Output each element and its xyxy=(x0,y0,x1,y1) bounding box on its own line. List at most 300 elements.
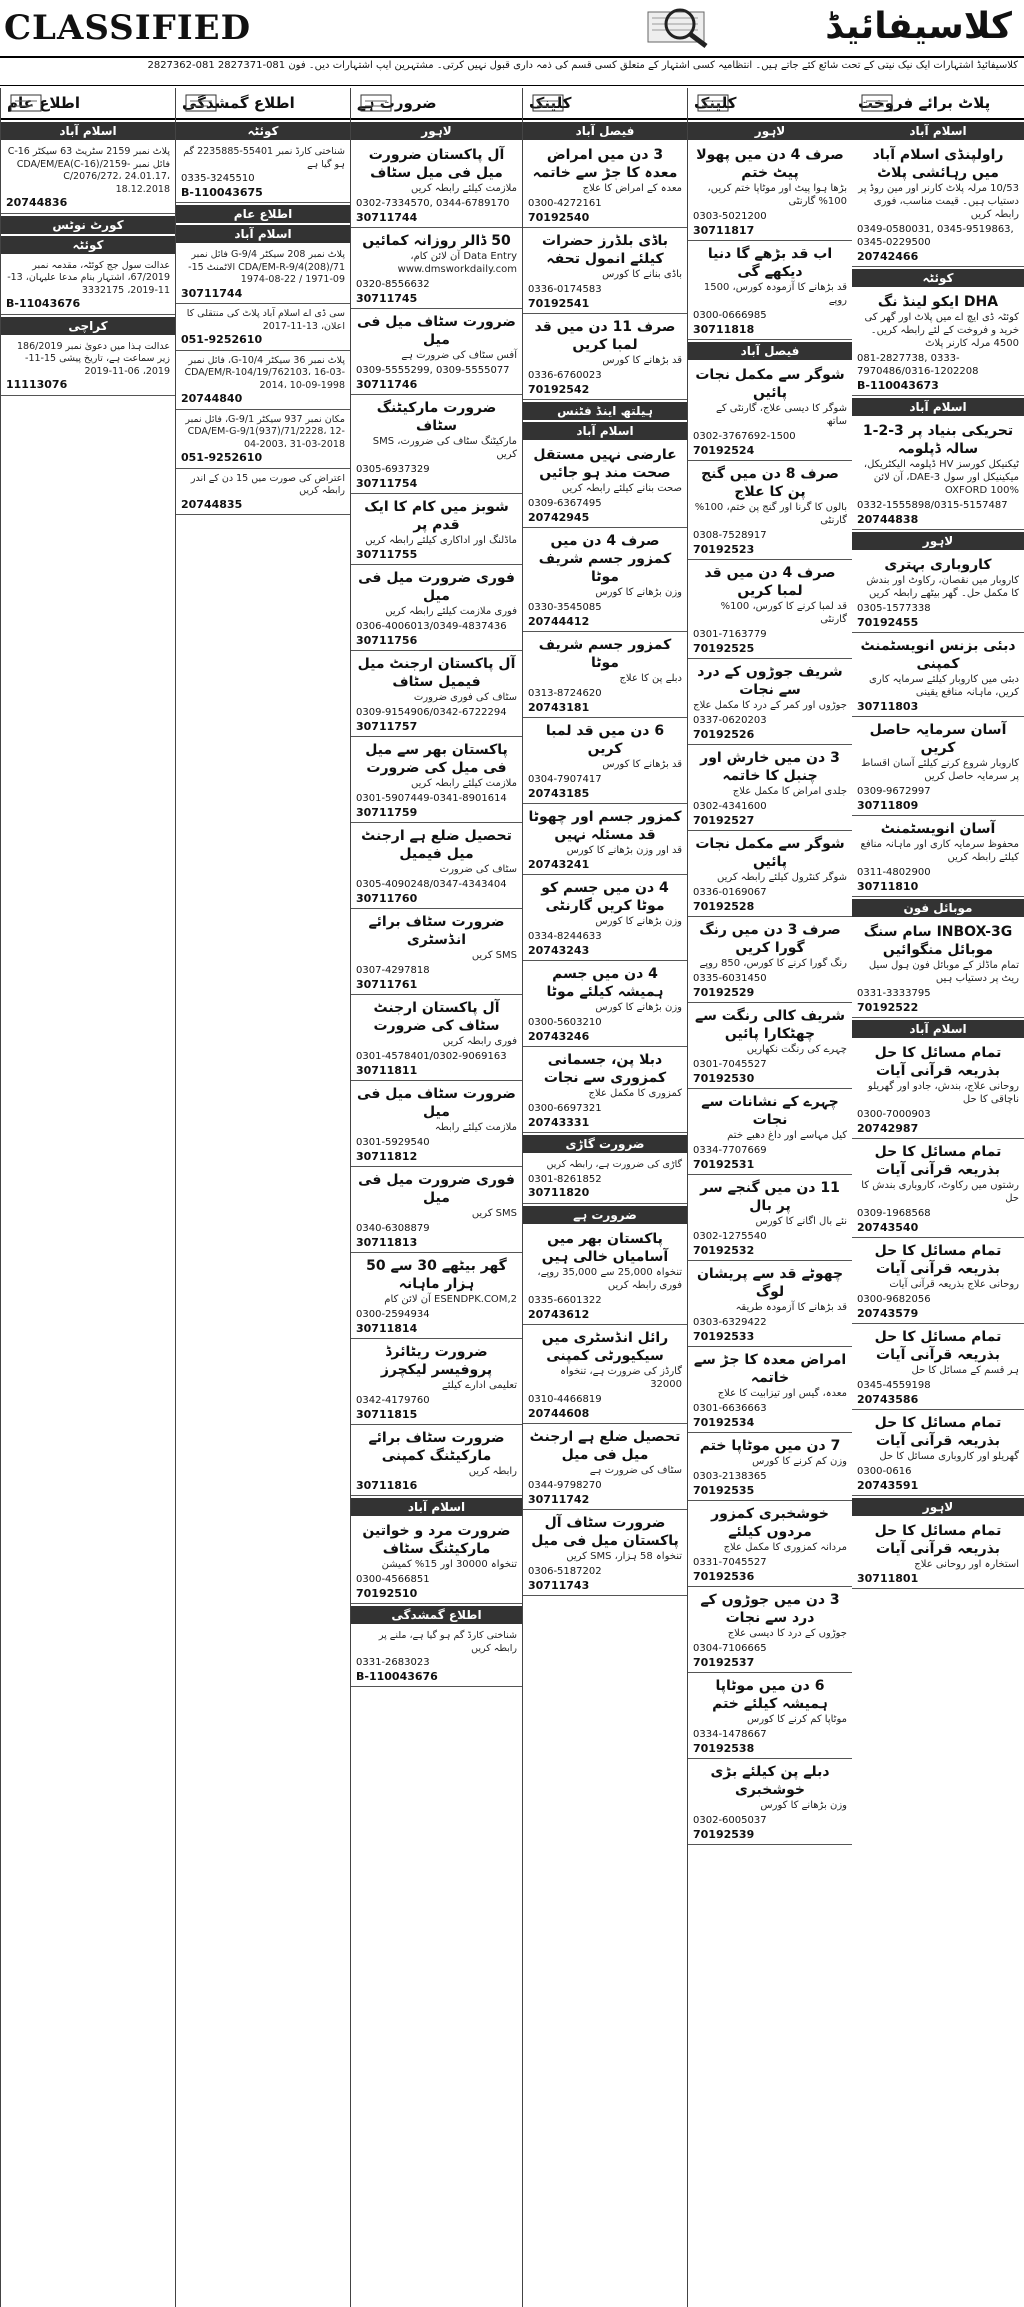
classified-ad xyxy=(351,1518,522,1604)
ad-phone: 0335-6601322 xyxy=(528,1294,602,1306)
ad-body: پلاٹ نمبر 2159 سٹریٹ 63 سیکٹر C-16 فائل نمبر CDA/EM/EA(C-16)/2159-C/2076/272، 24.01.17، 18.12.2018 xyxy=(7,146,170,195)
ad-code: 70192528 xyxy=(693,900,755,913)
ad-body: قد لمبا کرنے کا کورس، 100% گارنٹی xyxy=(720,601,847,625)
ad-title: تمام مسائل کا حل بذریعہ قرآنی آیات xyxy=(874,1329,1002,1363)
ad-body: شناختی کارڈ گم ہو گیا ہے، ملنے پر رابطہ کریں xyxy=(378,1630,517,1654)
ad-body: گھریلو اور کاروباری مسائل کا حل xyxy=(879,1451,1019,1462)
ad-body: بالوں کا گرنا اور گنج پن ختم، 100% گارنٹی xyxy=(694,502,847,526)
classified-ad xyxy=(688,831,852,917)
ad-code: 30711817 xyxy=(693,224,755,237)
city-heading: فیصل آباد xyxy=(523,122,687,140)
ad-phone: 0301-4578401/0302-9069163 xyxy=(356,1051,507,1062)
classified-ad xyxy=(523,718,687,804)
ad-body: 10/53 مرلہ پلاٹ کارنر اور مین روڈ پر دستیاب ہیں۔ قیمت مناسب، فوری رابطہ کریں xyxy=(858,183,1019,220)
classified-ad xyxy=(523,142,687,228)
ad-phone: 0300-2594934 xyxy=(356,1309,430,1320)
ad-code: 30711756 xyxy=(356,634,418,647)
ad-title: آل پاکستان ارجنٹ سٹاف کی ضرورت xyxy=(373,1000,500,1034)
ad-body: ملازمت کیلئے رابطہ کریں xyxy=(411,183,517,194)
ad-body: فوری ملازمت کیلئے رابطہ کریں xyxy=(385,606,517,617)
classified-ad xyxy=(523,442,687,528)
ad-body: معدہ کے امراض کا علاج xyxy=(582,183,682,194)
column-col2 xyxy=(687,88,852,2307)
ad-code: 30711814 xyxy=(356,1322,418,1335)
ad-title: آل پاکستان ضرورت میل فی میل سٹاف xyxy=(368,147,505,181)
ad-title: ضرورت سٹاف برائے انڈسٹری xyxy=(368,914,505,948)
ad-body: سٹاف کی ضرورت xyxy=(439,864,517,875)
classified-ad xyxy=(852,142,1024,267)
ad-phone: 0309-9672997 xyxy=(857,786,931,797)
ad-phone: 0303-2138365 xyxy=(693,1471,767,1482)
ad-body: تنخواہ 58 ہزار، SMS کریں xyxy=(566,1550,682,1562)
classified-ad xyxy=(852,289,1024,396)
ad-phone: 0306-5187202 xyxy=(528,1565,602,1577)
ad-body: کیل مہاسے اور داغ دھبے ختم xyxy=(727,1130,847,1141)
classified-ad xyxy=(688,1003,852,1089)
ad-title: INBOX-3G سام سنگ موبائل منگوائیں xyxy=(863,924,1013,958)
ad-code: 20743241 xyxy=(528,858,590,871)
city-heading: لاہور xyxy=(688,122,852,140)
ad-body: تمام ماڈلز کے موبائل فون ہول سیل ریٹ پر دستیاب ہیں xyxy=(868,960,1019,984)
ad-body: معدہ، گیس اور تیزابیت کا علاج xyxy=(717,1388,847,1399)
city-heading: اسلام آباد xyxy=(852,122,1024,140)
ad-code: 30711809 xyxy=(857,799,919,812)
ad-title: 50 ڈالر روزانہ کمائیں xyxy=(362,233,511,249)
ad-phone: 0336-0174583 xyxy=(528,284,602,295)
ad-phone: 0302-3767692-1500 xyxy=(693,431,796,442)
ad-body: کوئٹہ ڈی ایچ اے میں پلاٹ اور گھر کی خرید و فروخت کے لئے رابطہ کریں۔ 4500 مرلہ کارنر پلاٹ xyxy=(864,312,1019,349)
ad-title: فوری ضرورت میل فی میل xyxy=(358,1172,515,1206)
ad-title: گھر بیٹھے 30 سے 50 ہزار ماہانہ xyxy=(366,1258,507,1292)
ad-body: جوڑوں کے درد کا دیسی علاج xyxy=(727,1628,847,1639)
ad-body: ملازمت کیلئے رابطہ کریں xyxy=(411,778,517,789)
classified-ad xyxy=(351,565,522,651)
ad-title: شریف جوڑوں کے درد سے نجات xyxy=(697,664,843,698)
ad-title: پاکستان بھر میں آسامیاں خالی ہیں xyxy=(541,1230,669,1265)
ad-body: SMS کریں xyxy=(471,1208,517,1219)
ad-body: روحانی علاج بذریعہ قرآنی آیات xyxy=(889,1279,1019,1290)
ad-title: چہرے کے نشانات سے نجات xyxy=(701,1094,839,1128)
ad-phone: 0301-6636663 xyxy=(693,1403,767,1414)
ad-body: قد اور وزن بڑھانے کا کورس xyxy=(566,845,682,856)
ad-phone: 0301-7163779 xyxy=(693,629,767,640)
ad-phone: 0336-0169067 xyxy=(693,887,767,898)
ad-code: 30711757 xyxy=(356,720,418,733)
classified-ad xyxy=(351,1425,522,1496)
classified-ad xyxy=(852,552,1024,633)
ad-phone: 0331-7045527 xyxy=(693,1557,767,1568)
ad-code: 70192524 xyxy=(693,444,755,457)
ad-code: 20743243 xyxy=(528,944,590,957)
ad-body: سٹاف کی ضرورت ہے xyxy=(589,1464,682,1476)
ad-body: وزن بڑھانے کا کورس xyxy=(595,587,682,598)
city-heading: فیصل آباد xyxy=(688,342,852,360)
classified-ad xyxy=(351,142,522,228)
city-heading: لاہور xyxy=(852,532,1024,550)
ad-body: وزن کم کرنے کا کورس xyxy=(752,1456,847,1467)
classified-ad xyxy=(852,418,1024,530)
ad-body: دبلے پن کا علاج xyxy=(619,673,682,684)
ad-body: وزن بڑھانے کا کورس xyxy=(760,1800,847,1811)
masthead xyxy=(0,0,1024,56)
classified-ad xyxy=(176,469,350,516)
ad-code: 30711803 xyxy=(857,700,919,713)
section-illustration-icon xyxy=(529,91,569,115)
classified-ad xyxy=(852,1238,1024,1324)
section-illustration-icon xyxy=(694,91,734,115)
ad-phone: 0300-4566851 xyxy=(356,1574,430,1585)
city-heading: اطلاع عام xyxy=(176,205,350,223)
classified-ad xyxy=(852,816,1024,897)
ad-body: صحت بنانے کیلئے رابطہ کریں xyxy=(561,483,682,494)
classified-ad xyxy=(351,395,522,494)
masthead-title-urdu: کلاسیفائیڈ xyxy=(825,6,1012,47)
ad-code: 20742466 xyxy=(857,250,919,263)
ad-body: قد بڑھانے کا آزمودہ کورس، 1500 روپے xyxy=(703,282,847,306)
classified-ad xyxy=(523,961,687,1047)
classified-ad xyxy=(688,1501,852,1587)
ad-title: شوگر سے مکمل نجات پائیں xyxy=(695,367,845,401)
classified-ad xyxy=(688,461,852,560)
ad-code: 30711811 xyxy=(356,1064,418,1077)
ad-body: نئے بال اگانے کا کورس xyxy=(755,1216,847,1227)
ad-code: 70192530 xyxy=(693,1072,755,1085)
ad-code: 20744835 xyxy=(181,497,243,511)
column-header: کلینک xyxy=(523,88,687,120)
city-heading: کوئٹہ xyxy=(852,269,1024,287)
ad-code: 30711818 xyxy=(693,323,755,336)
ad-phone: 0305-6937329 xyxy=(356,464,430,475)
ad-phone: 0335-6031450 xyxy=(693,973,767,984)
section-illustration-icon xyxy=(7,91,47,115)
masthead-title-english: CLASSIFIED xyxy=(4,8,252,48)
ad-code: 70192542 xyxy=(528,383,590,396)
ad-title: ضرورت ریٹائرڈ پروفیسر لیکچرز xyxy=(380,1344,493,1378)
ad-phone: 0303-5021200 xyxy=(693,211,767,222)
ad-phone: 0337-0620203 xyxy=(693,715,767,726)
city-heading: اطلاع گمشدگی xyxy=(351,1606,522,1624)
ad-code: B-110043675 xyxy=(181,185,263,199)
ad-body: ملازمت کیلئے رابطہ xyxy=(434,1122,517,1133)
ad-title: 6 دن میں قد لمبا کریں xyxy=(545,723,665,757)
ad-title: صرف 4 دن میں قد لمبا کریں xyxy=(704,565,836,599)
ad-phone: 0307-4297818 xyxy=(356,965,430,976)
ad-title: کاروباری بہتری xyxy=(884,557,992,573)
ad-code: 70192537 xyxy=(693,1656,755,1669)
city-heading: اسلام آباد xyxy=(176,225,350,243)
city-heading: اسلام آباد xyxy=(1,122,175,140)
ad-code: B-11043676 xyxy=(6,297,81,310)
city-heading: اسلام آباد xyxy=(852,1020,1024,1038)
ad-body: روحانی علاج، بندش، جادو اور گھریلو ناچاقی کا حل xyxy=(867,1081,1019,1105)
ad-phone: 0336-6760023 xyxy=(528,370,602,381)
classified-ad xyxy=(1,337,175,396)
ad-body: شوگر کنٹرول کیلئے رابطہ کریں xyxy=(716,872,847,883)
classified-ad xyxy=(351,1167,522,1253)
ad-phone: 0306-4006013/0349-4837436 xyxy=(356,621,507,632)
ad-title: کمزور جسم شریف موٹا xyxy=(538,637,672,671)
ad-body: 2,ESENDPK.COM آن لائن کام xyxy=(384,1294,517,1305)
ad-body: موٹاپا کم کرنے کا کورس xyxy=(746,1714,847,1725)
ad-code: 30711816 xyxy=(356,1479,418,1492)
city-heading: لاہور xyxy=(351,122,522,140)
ad-body: ٹیکنیکل کورسز HV ڈپلومہ الیکٹریکل، میکینیکل اور سول 3-DAE، آن لائن OXFORD 100% xyxy=(863,459,1019,496)
ad-phone: 081-2827738, 0333-7970486/0316-1202208 xyxy=(857,353,979,377)
ad-body: چہرے کی رنگت نکھاریں xyxy=(746,1044,847,1055)
column-col4 xyxy=(350,88,522,2307)
classified-ad xyxy=(176,245,350,304)
ad-code: 70192541 xyxy=(528,297,590,310)
ad-title: دبلا پن، جسمانی کمزوری سے نجات xyxy=(543,1052,667,1086)
ad-code: 20743591 xyxy=(857,1479,919,1492)
ad-body: شناختی کارڈ نمبر 55401-2235885 گم ہو گیا ہے xyxy=(183,146,345,170)
ad-title: 4 دن میں جسم ہمیشہ کیلئے موٹا xyxy=(546,966,664,1000)
city-heading: اسلام آباد xyxy=(523,422,687,440)
ad-body: عدالت ہذا میں دعویٰ نمبر 186/2019 زیر سماعت ہے، تاریخ پیشی 15-11-2019، 06-11-2019 xyxy=(17,340,170,377)
city-heading: کراچی xyxy=(1,317,175,335)
ad-title: شوبز میں کام کا ایک قدم پر xyxy=(364,499,509,533)
classified-ad xyxy=(523,1047,687,1133)
classified-ad xyxy=(1,142,175,214)
ad-title: صرف 3 دن میں رنگ گورا کریں xyxy=(699,922,841,956)
ad-phone: 0300-9682056 xyxy=(857,1294,931,1305)
classified-ad xyxy=(688,362,852,461)
ad-title: آسان انویسٹمنٹ xyxy=(880,821,996,837)
ad-body: گارڈز کی ضرورت ہے، تنخواہ 32000 xyxy=(560,1365,682,1390)
ad-body: باڈی بنانے کا کورس xyxy=(602,269,682,280)
ad-title: دبلے پن کیلئے بڑی خوشخبری xyxy=(710,1764,830,1798)
ad-title: تمام مسائل کا حل بذریعہ قرآنی آیات xyxy=(874,1045,1002,1079)
city-heading: کورٹ نوٹس xyxy=(1,216,175,234)
ad-phone: 0313-8724620 xyxy=(528,688,602,699)
classified-ad xyxy=(351,1081,522,1167)
classified-ad xyxy=(688,1759,852,1845)
ad-code: 70192531 xyxy=(693,1158,755,1171)
ad-title: ضرورت سٹاف میل فی میل xyxy=(357,314,516,348)
ad-code: 20744840 xyxy=(181,392,243,405)
city-heading: ضرورت گاڑی xyxy=(523,1135,687,1153)
ad-title: صرف 11 دن میں قد لمبا کریں xyxy=(534,319,676,353)
ad-code: 30711810 xyxy=(857,880,919,893)
classified-ad xyxy=(688,560,852,659)
classified-ad xyxy=(351,651,522,737)
ad-title: خوشخبری کمزور مردوں کیلئے xyxy=(711,1506,829,1540)
ad-body: فوری رابطہ کریں xyxy=(442,1036,517,1047)
classified-ad xyxy=(351,228,522,309)
city-heading: کوئٹہ xyxy=(176,122,350,140)
ad-code: B-110043676 xyxy=(356,1669,438,1683)
classified-ad xyxy=(351,1339,522,1425)
classified-ad xyxy=(523,875,687,961)
ad-phone: 0311-4802900 xyxy=(857,867,931,878)
classified-ad xyxy=(852,1040,1024,1139)
ad-code: 30711745 xyxy=(356,292,418,305)
classified-columns xyxy=(0,88,1024,2307)
ad-title: آل پاکستان ارجنٹ میل فیمیل سٹاف xyxy=(357,656,516,690)
ad-body: دبئی میں کاروبار کیلئے سرمایہ کاری کریں، ماہانہ منافع یقینی xyxy=(869,674,1019,698)
ad-code: 30711742 xyxy=(528,1492,590,1506)
ad-body: سٹاف کی فوری ضرورت xyxy=(413,692,517,703)
column-header: اطلاع عام xyxy=(1,88,175,120)
ad-title: ضرورت سٹاف میل فی میل xyxy=(357,1086,516,1120)
ad-title: کمزور جسم اور چھوٹا قد مسئلہ نہیں xyxy=(528,809,682,843)
classified-ad xyxy=(351,494,522,565)
ad-code: 30711754 xyxy=(356,477,418,490)
ad-title: امراض معدہ کا جڑ سے خاتمہ xyxy=(693,1352,847,1386)
ad-body: پلاٹ نمبر 36 سیکٹر G-10/4، فائل نمبر CDA/EM/R-104/19/762103، 16-03-2014، 10-09-1998 xyxy=(184,354,345,391)
ad-phone: 0301-7045527 xyxy=(693,1059,767,1070)
ad-code: 20744836 xyxy=(6,196,68,209)
ad-code: 70192535 xyxy=(693,1484,755,1497)
ad-phone: 0300-0616 xyxy=(857,1466,912,1477)
ad-phone: 0300-0666985 xyxy=(693,310,767,321)
ad-phone: 0309-6367495 xyxy=(528,498,602,509)
ad-body: جوڑوں اور کمر کے درد کا مکمل علاج xyxy=(693,700,847,711)
classified-ad xyxy=(176,142,350,203)
ad-code: 30711755 xyxy=(356,548,418,561)
ad-phone: 0342-4179760 xyxy=(356,1395,430,1406)
classified-ad xyxy=(176,410,350,469)
ad-phone: 0302-4341600 xyxy=(693,801,767,812)
ad-phone: 0334-7707669 xyxy=(693,1145,767,1156)
ad-title: اب قد بڑھے گا دنیا دیکھے گی xyxy=(707,246,833,280)
ad-code: 30711759 xyxy=(356,806,418,819)
ad-phone: 0302-7334570, 0344-6789170 xyxy=(356,198,510,209)
ad-code: 30711760 xyxy=(356,892,418,905)
ad-body: تنخواہ 30000 اور 15% کمیشن xyxy=(381,1559,517,1570)
ad-title: ضرورت مرد و خواتین مارکیٹنگ سٹاف xyxy=(362,1523,511,1557)
city-heading: ہیلتھ اینڈ فٹنس xyxy=(523,402,687,420)
classified-ad xyxy=(688,241,852,340)
ad-title: تمام مسائل کا حل بذریعہ قرآنی آیات xyxy=(874,1144,1002,1178)
ad-phone: 0330-3545085 xyxy=(528,602,602,613)
classified-ad xyxy=(523,804,687,875)
ad-phone: 0349-0580031, 0345-9519863, 0345-0229500 xyxy=(857,224,1014,248)
ad-code: 70192533 xyxy=(693,1330,755,1343)
ad-code: 70192527 xyxy=(693,814,755,827)
column-header: ضرورت ہے xyxy=(351,88,522,120)
classified-ad xyxy=(351,1626,522,1687)
ad-code: 70192522 xyxy=(857,1001,919,1014)
ad-phone: 0300-5603210 xyxy=(528,1017,602,1028)
ad-code: 70192536 xyxy=(693,1570,755,1583)
ad-phone: 0301-5929540 xyxy=(356,1137,430,1148)
ad-body: قد بڑھانے کا آزمودہ طریقہ xyxy=(735,1302,847,1313)
ad-code: 70192510 xyxy=(356,1587,418,1600)
ad-code: 20742987 xyxy=(857,1122,919,1135)
section-illustration-icon xyxy=(182,91,222,115)
classified-ad xyxy=(523,1155,687,1204)
ad-phone: 0302-1275540 xyxy=(693,1231,767,1242)
ad-title: 4 دن میں جسم کو موٹا کریں گارنٹی xyxy=(541,880,669,914)
ad-phone: 0305-1577338 xyxy=(857,603,931,614)
ad-body: ہر قسم کے مسائل کا حل xyxy=(911,1365,1019,1376)
classified-ad xyxy=(523,314,687,400)
ad-body: کمزوری کا مکمل علاج xyxy=(588,1088,682,1099)
classified-ad xyxy=(688,1347,852,1433)
publisher-notice: کلاسیفائیڈ اشتہارات ایک نیک نیتی کے تحت شائع کئے جاتے ہیں۔ انتظامیہ کسی اشتہار کے متعلق کسی قسم کی ذمہ داری قبول نہیں کرتی۔ مشتہرین ایپ اشتہارات دیں۔ فون 081-2827371 081-2827362 xyxy=(0,56,1024,86)
ad-title: تمام مسائل کا حل بذریعہ قرآنی آیات xyxy=(874,1243,1002,1277)
classified-ad xyxy=(351,309,522,395)
ad-title: 3 دن میں خارش اور چنبل کا خاتمہ xyxy=(700,750,840,784)
classified-ad xyxy=(688,1175,852,1261)
ad-code: 70192455 xyxy=(857,616,919,629)
ad-code: 20742945 xyxy=(528,511,590,524)
ad-body: کاروبار شروع کرنے کیلئے آسان اقساط پر سرمایہ حاصل کریں xyxy=(861,758,1019,782)
ad-code: 20744838 xyxy=(857,513,919,526)
ad-phone: 0308-7528917 xyxy=(693,530,767,541)
ad-code: 30711761 xyxy=(356,978,418,991)
ad-code: 70192523 xyxy=(693,543,755,556)
ad-code: 30711801 xyxy=(857,1572,919,1585)
ad-body: مردانہ کمزوری کا مکمل علاج xyxy=(723,1542,847,1553)
ad-body: اعتراض کی صورت میں 15 دن کے اندر رابطہ کریں xyxy=(190,472,345,496)
ad-phone: 0300-4272161 xyxy=(528,198,602,209)
ad-body: قد بڑھانے کا کورس xyxy=(602,355,682,366)
classified-ad xyxy=(351,1253,522,1339)
classified-ad xyxy=(351,737,522,823)
ad-title: DHA ایکو لینڈ نگ xyxy=(877,294,999,310)
city-heading: کوئٹہ xyxy=(1,236,175,254)
ad-code: B-110043673 xyxy=(857,379,939,392)
ad-code: 20743612 xyxy=(528,1307,590,1321)
ad-body: محفوظ سرمایہ کاری اور ماہانہ منافع کیلئے رابطہ کریں xyxy=(860,839,1019,863)
ad-phone: 0303-6329422 xyxy=(693,1317,767,1328)
magnifier-icon xyxy=(640,4,714,50)
ad-phone: 0309-1968568 xyxy=(857,1208,931,1219)
classified-ad xyxy=(523,1325,687,1424)
ad-body: تعلیمی ادارے کیلئے xyxy=(441,1380,517,1391)
city-heading: اسلام آباد xyxy=(852,398,1024,416)
ad-body: بڑھا ہوا پیٹ اور موٹاپا ختم کریں، 100% گارنٹی xyxy=(707,183,847,207)
ad-body: شوگر کا دیسی علاج، گارنٹی کے ساتھ xyxy=(715,403,847,427)
ad-body: وزن بڑھانے کا کورس xyxy=(595,916,682,927)
column-col5 xyxy=(175,88,350,2307)
ad-phone: 0304-7106665 xyxy=(693,1643,767,1654)
ad-title: تمام مسائل کا حل بذریعہ قرآنی آیات xyxy=(874,1523,1002,1557)
ad-title: عارضی نہیں مستقل صحت مند ہو جائیں xyxy=(533,447,677,481)
ad-phone: 0331-3333795 xyxy=(857,988,931,999)
ad-code: 70192526 xyxy=(693,728,755,741)
ad-title: ضرورت مارکیٹنگ سٹاف xyxy=(376,400,497,434)
column-col1 xyxy=(852,88,1024,2307)
classified-ad xyxy=(351,823,522,909)
city-heading: ضرورت ہے xyxy=(523,1206,687,1224)
ad-code: 20743331 xyxy=(528,1116,590,1129)
ad-code: 20743540 xyxy=(857,1221,919,1234)
classified-ad xyxy=(852,1139,1024,1238)
ad-body: استخارہ اور روحانی علاج xyxy=(914,1559,1019,1570)
classified-ad xyxy=(852,1518,1024,1589)
classified-ad xyxy=(688,1587,852,1673)
ad-title: آسان سرمایہ حاصل کریں xyxy=(869,722,1007,756)
ad-code: 20743181 xyxy=(528,701,590,714)
ad-code: 70192540 xyxy=(528,211,590,224)
classified-ad xyxy=(688,1673,852,1759)
ad-code: 30711743 xyxy=(528,1578,590,1592)
ad-phone: 0300-6697321 xyxy=(528,1103,602,1114)
ad-body: مکان نمبر 937 سیکٹر G-9/1، فائل نمبر CDA/EM-G-9/1(937)/71/2228، 12-04-2003، 31-03-2018 xyxy=(185,413,345,450)
ad-code: 70192539 xyxy=(693,1828,755,1841)
ad-code: 70192532 xyxy=(693,1244,755,1257)
ad-phone: 0334-1478667 xyxy=(693,1729,767,1740)
classified-ad xyxy=(852,717,1024,816)
ad-body: رابطہ کریں xyxy=(468,1466,517,1477)
ad-title: 7 دن میں موٹاپا ختم xyxy=(699,1438,841,1454)
ad-phone: 0304-7907417 xyxy=(528,774,602,785)
ad-code: 70192525 xyxy=(693,642,755,655)
ad-phone: 0331-2683023 xyxy=(356,1657,430,1668)
